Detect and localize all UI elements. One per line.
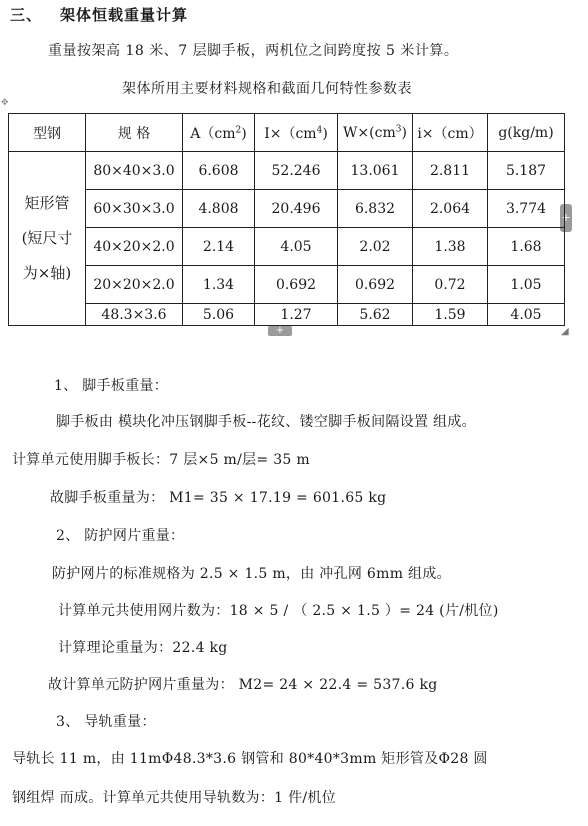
cell-area: 1.34 <box>183 266 255 304</box>
type-line: (短尺寸 <box>21 229 73 247</box>
cell-spec: 40×20×2.0 <box>86 228 183 266</box>
type-line: 矩形管 <box>24 194 70 212</box>
cell-inertia: 52.246 <box>255 152 338 190</box>
table-row <box>9 266 565 304</box>
header-section-modulus: $W\times(cm^3)$ <box>338 114 413 152</box>
cell-weight: 1.68 <box>488 228 565 266</box>
cell-area: 6.608 <box>183 152 255 190</box>
cell-weight: 3.774 <box>488 190 565 228</box>
spec-table <box>8 113 565 326</box>
table-row <box>9 304 565 326</box>
cell-section-modulus: 13.061 <box>338 152 413 190</box>
table-row <box>9 190 565 228</box>
cell-radius: 2.811 <box>413 152 488 190</box>
paragraph-board-length: 计算单元使用脚手板长：7 层×5 m/层= 35 m <box>12 452 310 468</box>
add-row-button[interactable]: + <box>268 326 292 336</box>
cell-inertia: 0.692 <box>255 266 338 304</box>
intro-paragraph: 重量按架高 18 米、7 层脚手板，两机位之间跨度按 5 米计算。 <box>48 43 459 59</box>
header-inertia-exp: 4 <box>316 124 323 135</box>
formula-m2: 故计算单元防护网片重量为： M2= 24 × 22.4 = 537.6 kg <box>48 677 438 693</box>
type-line: 为×轴) <box>22 264 72 282</box>
subsection-mesh-panel: 2、 防护网片重量： <box>56 528 185 544</box>
cell-spec: 60×30×3.0 <box>86 190 183 228</box>
paragraph-mesh-count: 计算单元共使用网片数为：18 × 5 / （ 2.5 × 1.5 ）= 24 (片/机位) <box>58 603 499 619</box>
cell-spec: 20×20×2.0 <box>86 266 183 304</box>
table-row <box>9 152 565 190</box>
header-spec: 规 格 <box>86 114 183 152</box>
cell-radius: 2.064 <box>413 190 488 228</box>
paragraph-board-material: 脚手板由 模块化冲压钢脚手板--花纹、镂空脚手板间隔设置 组成。 <box>56 414 476 430</box>
subsection-scaffold-board: 1、 脚手板重量： <box>54 378 169 394</box>
cell-section-modulus: 0.692 <box>338 266 413 304</box>
header-weight: g(kg/m) <box>488 114 565 152</box>
table-header-row <box>9 114 565 152</box>
type-cell <box>9 152 86 326</box>
header-area: $A(cm^2)$ <box>183 114 255 152</box>
section-title: 架体恒载重量计算 <box>60 6 189 24</box>
header-radius: i×（cm） <box>413 114 488 152</box>
paragraph-rail-line1: 导轨长 11 m，由 11mΦ48.3*3.6 钢管和 80*40*3mm 矩形管及Φ28 圆 <box>12 751 488 767</box>
add-column-button[interactable]: + <box>560 204 572 232</box>
header-section-modulus-exp: 3 <box>395 123 402 134</box>
table-row <box>9 228 565 266</box>
table-move-handle-icon[interactable]: ✥ <box>1 98 9 108</box>
cell-area: 4.808 <box>183 190 255 228</box>
header-inertia: $I\times(cm^4)$ <box>255 114 338 152</box>
subsection-guide-rail: 3、 导轨重量： <box>56 714 156 730</box>
header-section-modulus-label: W×(cm <box>343 124 396 141</box>
table-caption: 架体所用主要材料规格和截面几何特性参数表 <box>122 81 412 97</box>
paragraph-mesh-spec: 防护网片的标准规格为 2.5 × 1.5 m，由 冲孔网 6mm 组成。 <box>52 566 451 582</box>
cell-inertia: 20.496 <box>255 190 338 228</box>
cell-spec: 48.3×3.6 <box>86 304 183 326</box>
cell-section-modulus: 6.832 <box>338 190 413 228</box>
cell-weight: 4.05 <box>488 304 565 326</box>
cell-spec: 80×40×3.0 <box>86 152 183 190</box>
header-type: 型钢 <box>9 114 86 152</box>
section-heading <box>10 4 188 25</box>
cell-radius: 1.59 <box>413 304 488 326</box>
cell-inertia: 4.05 <box>255 228 338 266</box>
paragraph-rail-line2: 钢组焊 而成。计算单元共使用导轨数为：1 件/机位 <box>12 790 337 806</box>
cell-section-modulus: 2.02 <box>338 228 413 266</box>
cell-section-modulus: 5.62 <box>338 304 413 326</box>
cell-weight: 1.05 <box>488 266 565 304</box>
cell-area: 2.14 <box>183 228 255 266</box>
section-number: 三、 <box>10 6 43 24</box>
cell-radius: 1.38 <box>413 228 488 266</box>
cell-inertia: 1.27 <box>255 304 338 326</box>
paragraph-mesh-weight: 计算理论重量为：22.4 kg <box>58 640 228 656</box>
cell-weight: 5.187 <box>488 152 565 190</box>
table-resize-handle-icon[interactable]: ◢ <box>561 326 569 337</box>
header-area-exp: 2 <box>235 124 242 135</box>
cell-area: 5.06 <box>183 304 255 326</box>
formula-m1: 故脚手板重量为： M1= 35 × 17.19 = 601.65 kg <box>50 490 387 506</box>
header-inertia-label: I×（cm <box>264 125 317 142</box>
cell-radius: 0.72 <box>413 266 488 304</box>
header-area-label: A（cm <box>190 125 236 142</box>
